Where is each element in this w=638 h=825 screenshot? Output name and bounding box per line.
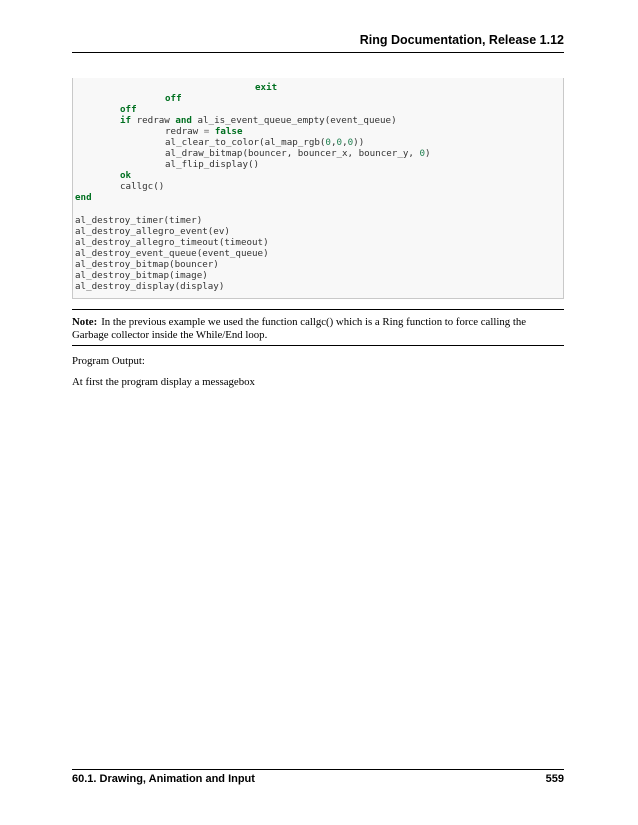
note-text bbox=[72, 316, 564, 341]
note-label: Note: bbox=[72, 316, 98, 328]
code-line: al_destroy_timer(timer) bbox=[75, 215, 203, 226]
code-line: al_clear_to_color(al_map_rgb(0,0,0)) bbox=[165, 137, 365, 148]
code-line: al_destroy_allegro_timeout(timeout) bbox=[75, 237, 269, 248]
code-line: al_destroy_bitmap(bouncer) bbox=[75, 259, 219, 270]
footer-section-title: 60.1. Drawing, Animation and Input bbox=[72, 773, 255, 785]
code-block bbox=[72, 78, 564, 299]
code-line: al_destroy_display(display) bbox=[75, 281, 225, 292]
code-line: off bbox=[165, 93, 182, 104]
footer-page-number: 559 bbox=[545, 773, 564, 785]
code-line: exit bbox=[255, 82, 278, 93]
note-body: In the previous example we used the function callgc() which is a Ring function to force calling the Garbage collector inside the While/End loop. bbox=[72, 316, 527, 341]
code-line: al_destroy_event_queue(event_queue) bbox=[75, 248, 269, 259]
code-line: al_destroy_bitmap(image) bbox=[75, 270, 208, 281]
code-line: al_flip_display() bbox=[165, 159, 260, 170]
program-output-label: Program Output: bbox=[72, 355, 145, 367]
page-header bbox=[72, 30, 564, 53]
code-line: off bbox=[120, 104, 137, 115]
code-line: callgc() bbox=[120, 181, 165, 192]
code-line: redraw = false bbox=[165, 126, 243, 137]
code-line: al_destroy_allegro_event(ev) bbox=[75, 226, 230, 237]
code-line: if redraw and al_is_event_queue_empty(event_queue) bbox=[120, 115, 397, 126]
header-title: Ring Documentation, Release 1.12 bbox=[359, 33, 564, 47]
page-footer bbox=[72, 769, 564, 786]
code-line: end bbox=[75, 192, 92, 203]
note-admonition bbox=[72, 309, 564, 346]
code-line: al_draw_bitmap(bouncer, bouncer_x, bouncer_y, 0) bbox=[165, 148, 431, 159]
first-display-paragraph: At first the program display a messagebox bbox=[72, 376, 255, 388]
code-line: ok bbox=[120, 170, 132, 181]
